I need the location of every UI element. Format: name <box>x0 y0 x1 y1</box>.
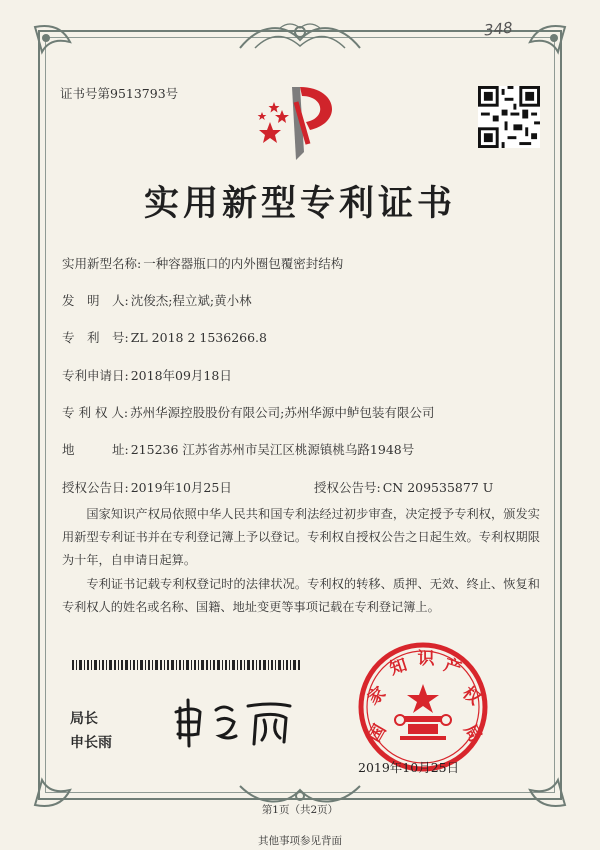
field-patentee <box>62 403 434 421</box>
certificate-number: 证书号第9513793号 <box>60 86 179 101</box>
field-grant-date <box>62 478 232 496</box>
field-value: ZL 2018 2 1536266.8 <box>130 330 267 345</box>
field-application-date <box>62 366 232 384</box>
field-value: 215236 江苏省苏州市吴江区桃源镇桃乌路1948号 <box>130 442 415 457</box>
field-label: 授权公告号: <box>314 480 381 495</box>
field-label: 专 利 权 人: <box>62 405 129 420</box>
field-label: 地 址: <box>62 442 129 457</box>
director-signature-icon <box>172 690 302 750</box>
field-value: 2018年09月18日 <box>130 368 232 383</box>
field-label: 授权公告日: <box>62 480 129 495</box>
field-patent-number <box>62 328 267 346</box>
field-value: 一种容器瓶口的内外圈包覆密封结构 <box>143 256 344 271</box>
corner-ornament-top-left-icon <box>30 22 90 82</box>
field-label: 实用新型名称: <box>62 256 142 271</box>
footer-note: 其他事项参见背面 <box>258 835 342 847</box>
top-ornament-icon <box>230 18 370 58</box>
field-address <box>62 440 414 458</box>
document-title: 实用新型专利证书 <box>143 183 456 224</box>
field-value: CN 209535877 U <box>382 480 494 495</box>
field-grant-number <box>314 478 493 496</box>
field-value: 2019年10月25日 <box>130 480 232 495</box>
director-title: 局长 <box>70 711 98 727</box>
handwritten-note: 348 <box>483 18 514 40</box>
field-value: 苏州华源控股股份有限公司;苏州华源中鲈包装有限公司 <box>130 405 435 420</box>
svg-text:权: 权 <box>458 683 485 710</box>
svg-text:家: 家 <box>363 683 390 710</box>
official-seal-icon <box>356 640 490 774</box>
director-name: 申长雨 <box>70 735 112 751</box>
seal-date: 2019年10月25日 <box>358 760 460 775</box>
legal-status-paragraph: 专利证书记载专利权登记时的法律状况。专利权的转移、质押、无效、终止、恢复和专利权人的姓名或名称、国籍、地址变更等事项记载在专利登记簿上。 <box>62 577 540 614</box>
grant-statement-paragraph: 国家知识产权局依照中华人民共和国专利法经过初步审查，决定授予专利权，颁发实用新型专利证书并在专利登记簿上予以登记。专利权自授权公告之日起生效。专利权期限为十年，自申请日起算。 <box>62 507 540 567</box>
field-inventors <box>62 291 252 309</box>
patent-office-logo-icon <box>252 82 348 162</box>
svg-text:识: 识 <box>417 649 435 669</box>
field-utility-model-name <box>62 254 343 272</box>
corner-ornament-top-right-icon <box>510 22 570 82</box>
svg-text:国: 国 <box>364 721 391 746</box>
qr-code-icon <box>478 86 540 148</box>
svg-text:知: 知 <box>387 655 410 680</box>
field-label: 专 利 号: <box>62 330 129 345</box>
page-number: 第1页（共2页） <box>261 804 339 816</box>
barcode-icon <box>72 660 302 670</box>
svg-text:产: 产 <box>441 655 464 680</box>
field-label: 发 明 人: <box>62 293 129 308</box>
svg-text:局: 局 <box>459 721 486 746</box>
field-label: 专利申请日: <box>62 368 129 383</box>
field-value: 沈俊杰;程立斌;黄小林 <box>130 293 252 308</box>
